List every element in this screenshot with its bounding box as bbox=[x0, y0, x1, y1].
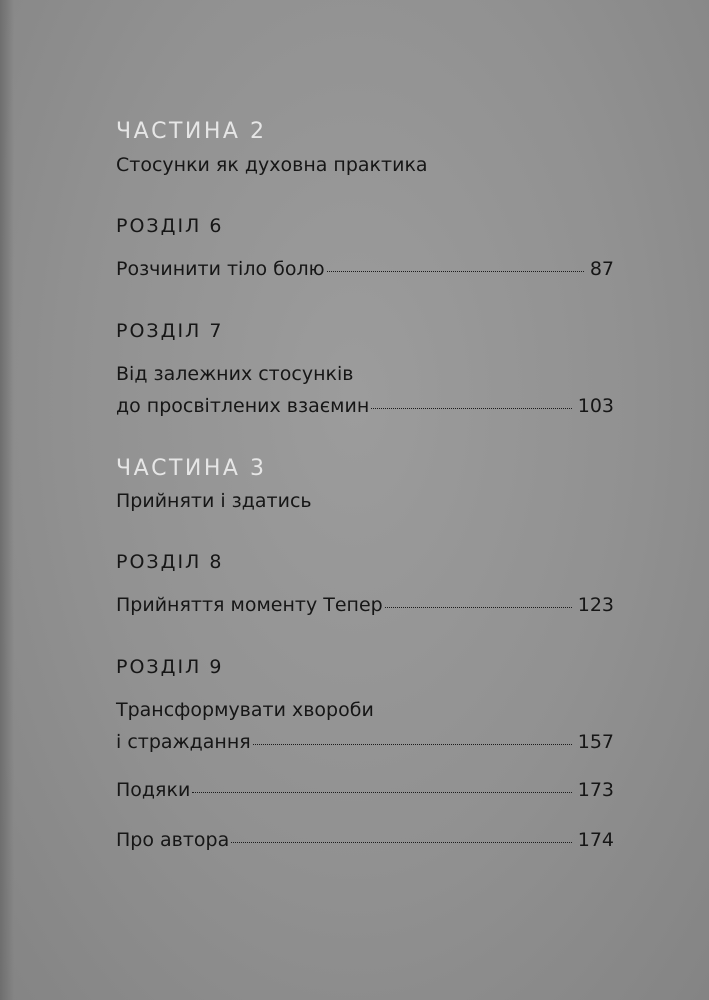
part-3-label: ЧАСТИНА 3 bbox=[116, 456, 267, 481]
toc-entry-chapter-7-line-1: Від залежних стосунків bbox=[116, 363, 354, 385]
toc-entry-title: Подяки bbox=[116, 779, 191, 801]
toc-entry-chapter-7 bbox=[116, 395, 614, 417]
dot-leader bbox=[371, 408, 571, 409]
toc-entry-title: Про автора bbox=[116, 829, 230, 851]
part-3-title: Прийняти і здатись bbox=[116, 490, 312, 512]
dot-leader bbox=[253, 744, 572, 745]
toc-entry-chapter-8 bbox=[116, 594, 614, 616]
chapter-9-label: РОЗДІЛ 9 bbox=[116, 656, 224, 678]
toc-entry-chapter-6 bbox=[116, 258, 614, 280]
dot-leader bbox=[231, 842, 571, 843]
toc-page-number: 103 bbox=[577, 395, 614, 417]
toc-entry-title: і страждання bbox=[116, 731, 251, 753]
toc-entry-acknowledgements bbox=[116, 779, 614, 801]
toc-entry-title: Розчинити тіло болю bbox=[116, 258, 325, 280]
toc-page-number: 174 bbox=[577, 829, 614, 851]
toc-page-number: 87 bbox=[589, 258, 614, 280]
toc-entry-title: до просвітлених взаємин bbox=[116, 395, 370, 417]
chapter-8-label: РОЗДІЛ 8 bbox=[116, 551, 224, 573]
toc-entry-chapter-9 bbox=[116, 731, 614, 753]
toc-entry-title: Прийняття моменту Тепер bbox=[116, 594, 383, 616]
toc-page-number: 157 bbox=[577, 731, 614, 753]
toc-entry-chapter-9-line-1: Трансформувати хвороби bbox=[116, 699, 374, 721]
chapter-6-label: РОЗДІЛ 6 bbox=[116, 215, 224, 237]
part-2-title: Стосунки як духовна практика bbox=[116, 154, 428, 176]
chapter-7-label: РОЗДІЛ 7 bbox=[116, 320, 224, 342]
dot-leader bbox=[192, 792, 571, 793]
toc-page-number: 123 bbox=[577, 594, 614, 616]
toc-page-number: 173 bbox=[577, 779, 614, 801]
toc-entry-about-author bbox=[116, 829, 614, 851]
part-2-label: ЧАСТИНА 2 bbox=[116, 119, 267, 144]
dot-leader bbox=[327, 271, 584, 272]
dot-leader bbox=[385, 607, 572, 608]
